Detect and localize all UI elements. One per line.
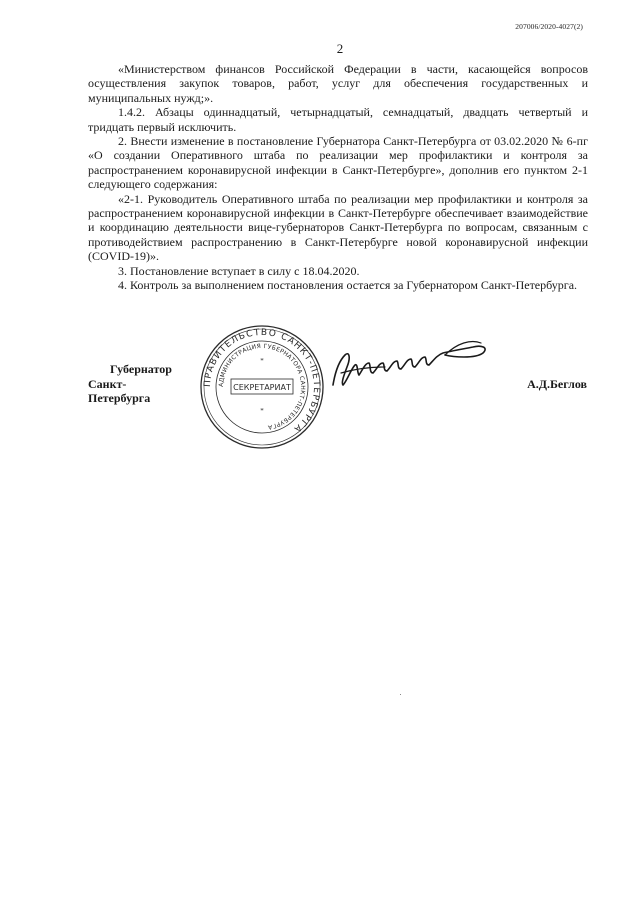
paragraph-2-1-quote: «2-1. Руководитель Оперативного штаба по реализации мер профилактики и контроля за распространением коронавирусной инфекции в Санкт-Петербурге обеспечивает взаимодействие и координацию деятельности вице-губернаторов Санкт-Петербурга по вопросам, связанным с противодействием распространению в Санкт-Петербурге новой коронавирусной инфекции (COVID-19)». [88,191,588,264]
paragraph-3: 3. Постановление вступает в силу с 18.04.2020. [118,263,360,278]
page-number: 2 [336,41,344,56]
svg-text:АДМИНИСТРАЦИЯ ГУБЕРНАТОРА САНК: АДМИНИСТРАЦИЯ ГУБЕРНАТОРА САНКТ-ПЕТЕРБУРГА [217,342,307,431]
document-code: 207006/2020-4027(2) [515,22,583,31]
paragraph-2: 2. Внести изменение в постановление Губернатора Санкт-Петербурга от 03.02.2020 № 6-пг «О создании Оперативного штаба по реализации мер профилактики и контроля за распространением коронавирусной инфекции в Санкт-Петербурге», дополнив его пунктом 2-1 следующего содержания: [88,134,588,192]
paragraph-continuation: «Министерством финансов Российской Федерации в части, касающейся вопросов осуществления закупок товаров, работ, услуг для обеспечения государственных и муниципальных нужд;». [88,62,588,105]
official-stamp [198,323,326,451]
handwritten-signature [325,333,493,393]
paragraph-4: 4. Контроль за выполнением постановления остается за Губернатором Санкт-Петербурга. [118,278,578,293]
signatory-name: А.Д.Беглов [527,377,587,391]
document-body [88,62,588,293]
signatory-title-line2: Санкт-Петербурга [88,376,151,405]
svg-text:*: * [260,357,264,365]
signatory-title [88,362,188,406]
svg-text:СЕКРЕТАРИАТ: СЕКРЕТАРИАТ [233,383,291,392]
scan-speck [400,694,401,695]
paragraph-1-4-2: 1.4.2. Абзацы одиннадцатый, четырнадцатый, семнадцатый, двадцать четвертый и тридцать первый исключить. [88,105,588,134]
svg-text:*: * [260,407,264,415]
signatory-title-line1: Губернатор [110,362,172,376]
svg-text:ПРАВИТЕЛЬСТВО САНКТ-ПЕТЕРБУРГА: ПРАВИТЕЛЬСТВО САНКТ-ПЕТЕРБУРГА [202,327,322,435]
